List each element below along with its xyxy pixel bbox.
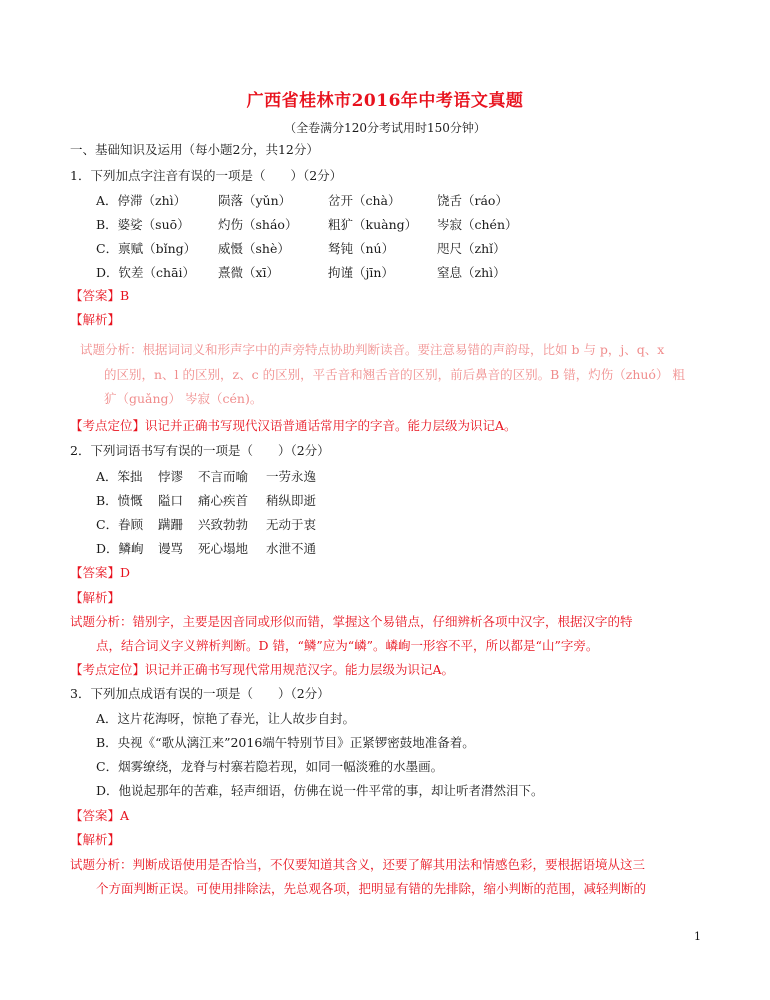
q1-option-b-1: B．婆娑（suō） [96, 217, 190, 232]
q1-option-b-4: 岑寂（chén） [437, 217, 518, 232]
q1-point [70, 418, 517, 434]
q3-option-b: B．央视《“歌从漓江来”2016端午特别节目》正紧锣密鼓地准备着。 [96, 735, 475, 750]
q1-option-c-4: 咫尺（zhǐ） [437, 241, 506, 256]
q2-option-d-1: D．鳞峋 [96, 541, 144, 556]
q2-analysis-tag: 【解析】 [70, 590, 121, 605]
q2-option-a-4: 一劳永逸 [266, 469, 317, 484]
q1-answer: 【答案】B [70, 288, 130, 303]
page-title: 广西省桂林市2016年中考语文真题 [246, 91, 524, 111]
q2-option-b-2: 隘口 [158, 493, 184, 508]
q2-option-a-2: 悖谬 [158, 469, 184, 484]
q3-answer: 【答案】A [70, 808, 130, 823]
q1-option-a-3: 岔开（chà） [328, 193, 401, 208]
q2-option-d-2: 谩骂 [158, 541, 184, 556]
q1-option-c-2: 威慑（shè） [218, 241, 290, 256]
q3-option-c: C．烟雾缭绕，龙脊与村寨若隐若现，如同一幅淡雅的水墨画。 [96, 759, 444, 774]
q1-option-d-3: 拘谨（jīn） [328, 265, 394, 280]
q1-analysis-tag: 【解析】 [70, 312, 121, 327]
q2-option-d-4: 水泄不通 [266, 541, 317, 556]
q1-option-b-3: 粗犷（kuàng） [328, 217, 418, 232]
q2-option-a-3: 不言而喻 [198, 469, 249, 484]
q1-option-a-1: A．停滞（zhì） [96, 193, 187, 208]
q1-option-a-2: 陨落（yǔn） [218, 193, 292, 208]
q2-option-c-4: 无动于衷 [266, 517, 317, 532]
q1-option-d-1: D．钦差（chāi） [96, 265, 196, 280]
q2-point-text: 识记并正确书写现代常用规范汉字。能力层级为识记A。 [145, 662, 455, 677]
question-2-stem: 2．下列词语书写有误的一项是（ ）（2分） [70, 443, 330, 458]
q1-analysis-line1: 试题分析：根据词词义和形声字中的声旁特点协助判断读音。要注意易错的声韵母，比如 b 与 p，j、q、x [80, 342, 665, 357]
q2-analysis-line1: 试题分析：错别字，主要是因音同或形似而错，掌握这个易错点，仔细辨析各项中汉字，根据汉字的特 [70, 614, 633, 629]
q2-point-tag: 【考点定位】 [70, 662, 146, 677]
q2-option-c-3: 兴致勃勃 [198, 517, 249, 532]
q2-option-c-2: 蹒跚 [158, 517, 184, 532]
q2-option-b-3: 痛心疾首 [198, 493, 249, 508]
q2-answer: 【答案】D [70, 565, 131, 580]
q2-option-b-4: 稍纵即逝 [266, 493, 317, 508]
q1-option-d-2: 熹微（xī） [218, 265, 280, 280]
page-number: 1 [694, 930, 701, 943]
question-3-stem: 3．下列加点成语有误的一项是（ ）（2分） [70, 686, 330, 701]
q1-point-text: 识记并正确书写现代汉语普通话常用字的字音。能力层级为识记A。 [145, 418, 517, 433]
q2-analysis-line2: 点，结合词义字义辨析判断。D 错，“鳞”应为“嶙”。嶙峋一形容不平，所以都是“山”字旁。 [96, 638, 599, 653]
section-heading: 一、基础知识及运用（每小题2分，共12分） [70, 142, 319, 157]
q2-point [70, 662, 454, 678]
q2-option-d-3: 死心塌地 [198, 541, 249, 556]
q3-option-d: D．他说起那年的苦难，轻声细语，仿佛在说一件平常的事，却让听者潸然泪下。 [96, 783, 544, 798]
q1-analysis-line3: 犷（guǎng） 岑寂（cén)。 [104, 391, 263, 406]
q1-analysis-line2: 的区别，n、l 的区别，z、c 的区别，平舌音和翘舌音的区别，前后鼻音的区别。B 错，灼伤（zhuó） 粗 [104, 367, 685, 382]
q2-option-a-1: A．笨拙 [96, 469, 143, 484]
question-1-stem: 1．下列加点字注音有误的一项是（ ）（2分） [70, 168, 343, 183]
q3-analysis-line1: 试题分析：判断成语使用是否恰当，不仅要知道其含义，还要了解其用法和情感色彩，要根据语境从这三 [70, 857, 646, 872]
q3-analysis-line2: 个方面判断正误。可使用排除法，先总观各项，把明显有错的先排除，缩小判断的范围，减轻判断的 [96, 881, 647, 896]
q1-point-tag: 【考点定位】 [70, 418, 146, 433]
page-subtitle: （全卷满分120分考试用时150分钟） [284, 121, 486, 135]
q1-option-c-3: 驽钝（nú） [328, 241, 395, 256]
q1-option-a-4: 饶舌（ráo） [437, 193, 508, 208]
q3-option-a: A．这片花海呀，惊艳了春光，让人故步自封。 [96, 711, 356, 726]
q2-option-b-1: B．愤慨 [96, 493, 143, 508]
q1-option-b-2: 灼伤（sháo） [218, 217, 298, 232]
q2-option-c-1: C．眷顾 [96, 517, 144, 532]
q3-analysis-tag: 【解析】 [70, 832, 121, 847]
q1-option-d-4: 窒息（zhì） [437, 265, 506, 280]
q1-option-c-1: C．禀赋（bǐng） [96, 241, 197, 256]
